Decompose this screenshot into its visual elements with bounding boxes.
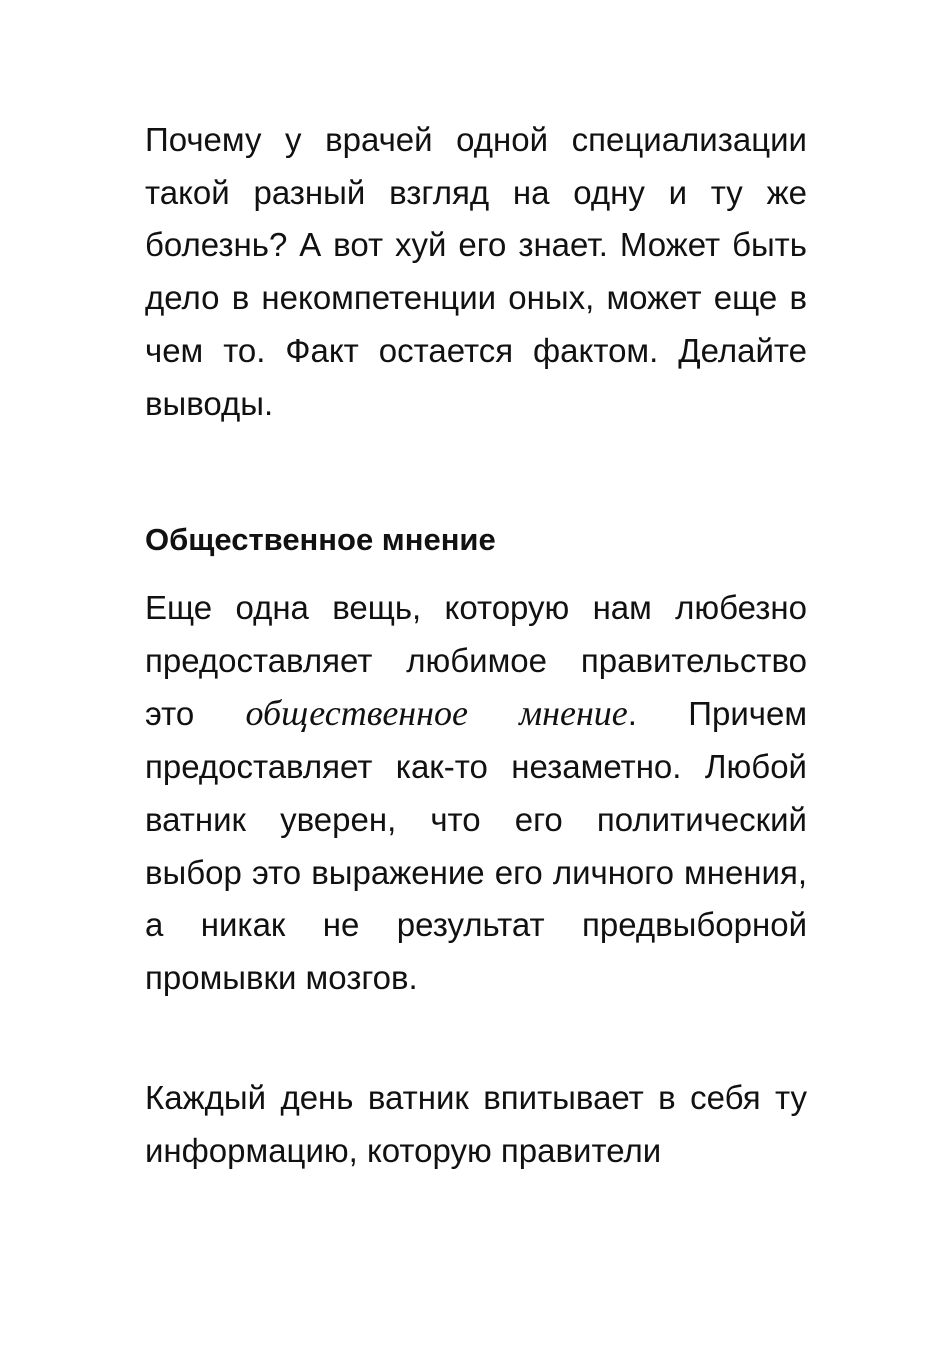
paragraph-text-after: . Причем предоставляет как-то незаметно. Любой ватник уверен, что его политический выбор это выражение его личного мнения, а никак не результат предвыборной промывки мозгов. — [145, 695, 808, 996]
paragraph-information: Каждый день ватник впитывает в себя ту информацию, которую правители — [145, 1079, 807, 1169]
emphasis-term: общественное мнение — [245, 693, 628, 734]
paragraph-doctors: Почему у врачей одной специализации такой разный взгляд на одну и ту же болезнь? А вот хуй его знает. Может быть дело в некомпетенции оных, может еще в чем то. Факт остается фактом. Делайте выводы. — [145, 121, 807, 422]
paragraph-text-before: Еще одна вещь, которую нам любезно предоставляет любимое правительство это — [145, 589, 807, 733]
section-heading: Общественное мнение — [145, 522, 496, 557]
paragraph-public-opinion — [145, 582, 807, 1005]
